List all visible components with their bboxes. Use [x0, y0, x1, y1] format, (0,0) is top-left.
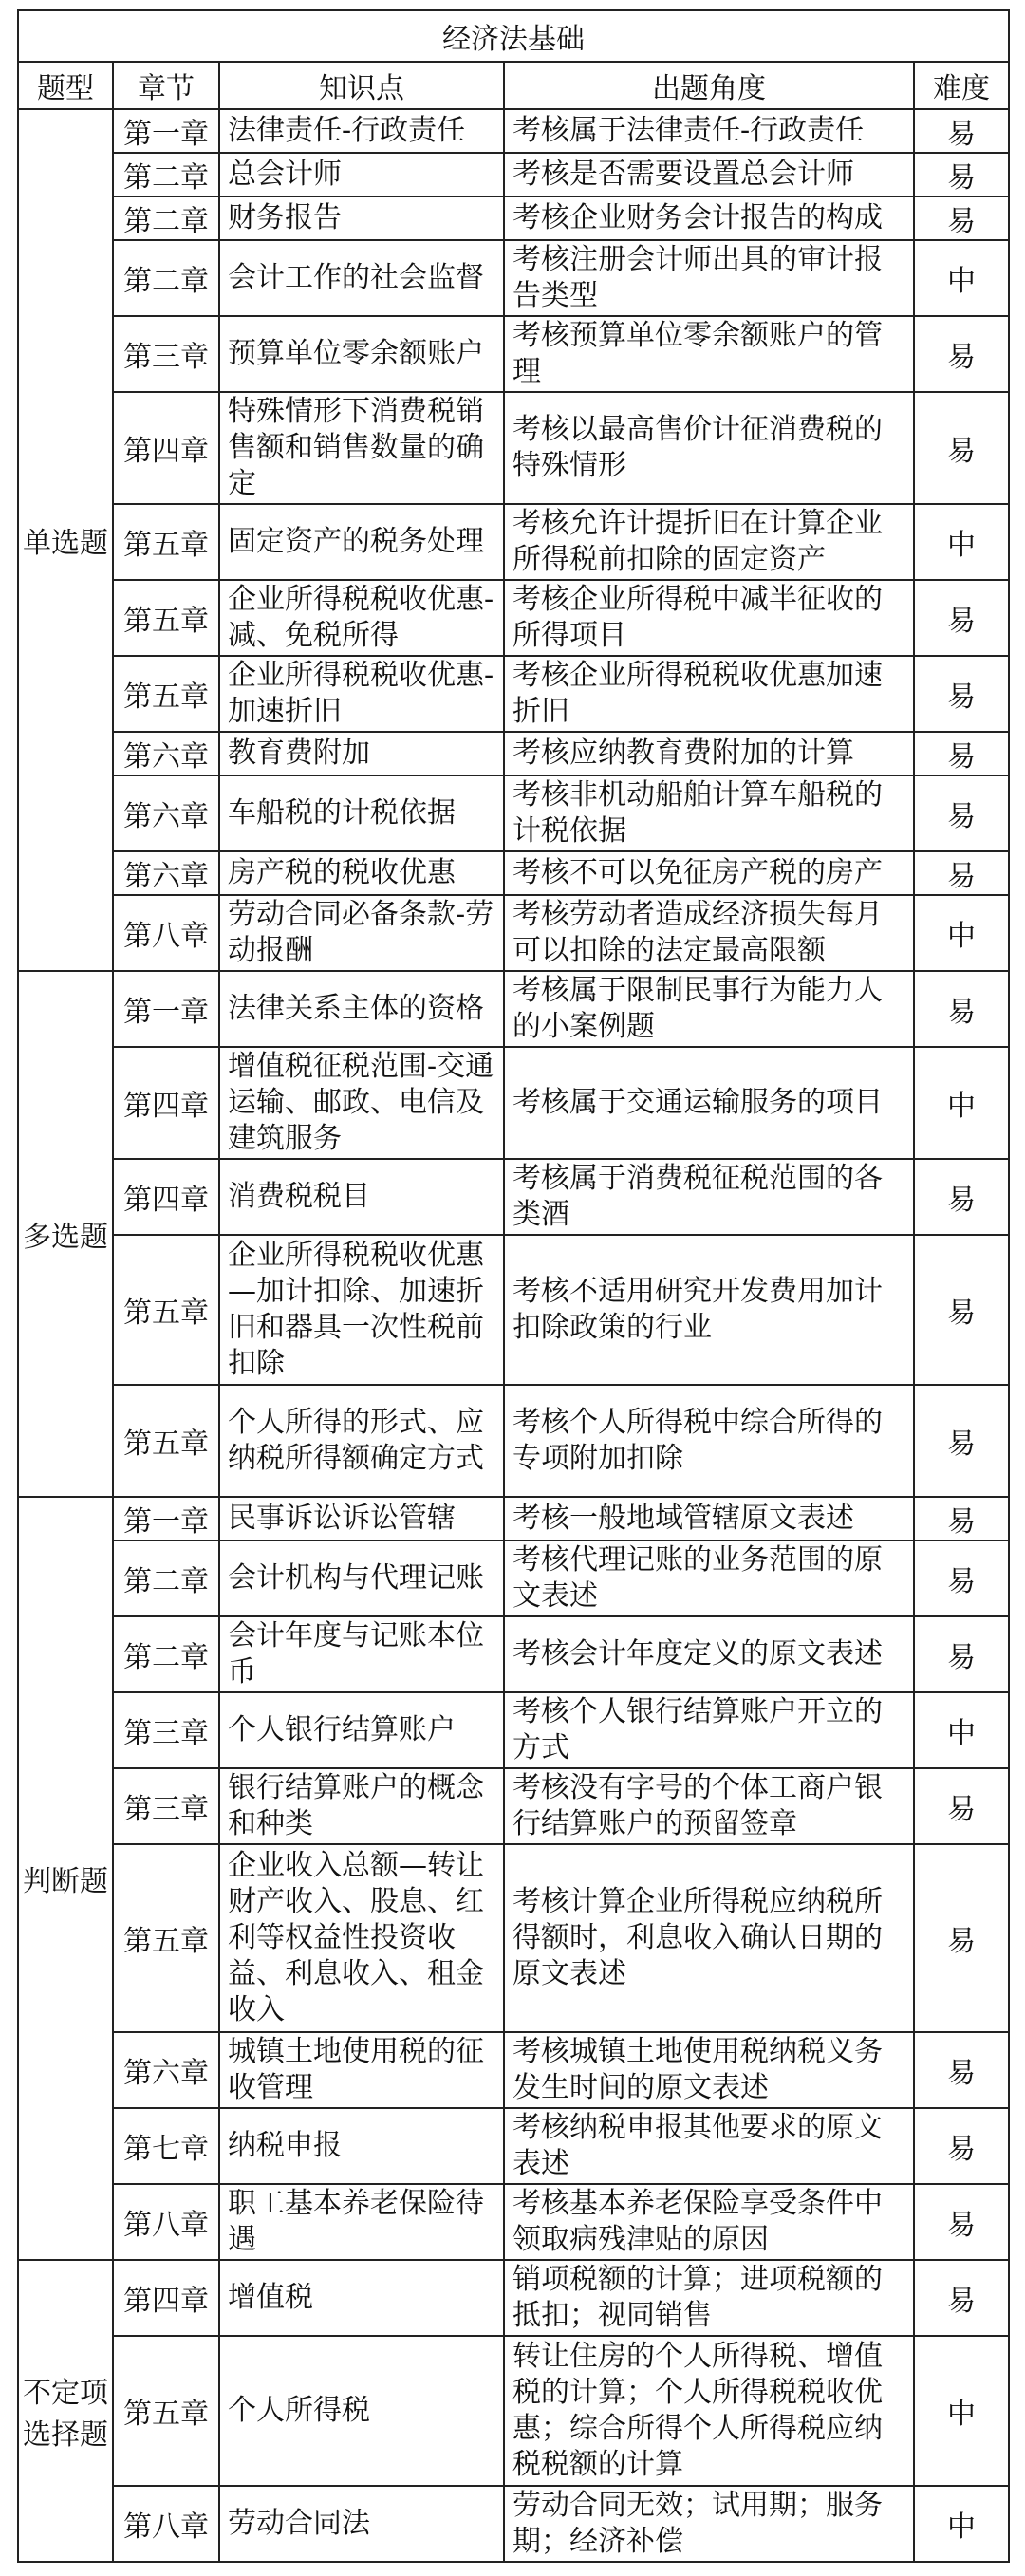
table-row: [18, 2260, 1009, 2336]
exam-table: [17, 9, 1010, 2563]
question-angle-cell: 考核应纳教育费附加的计算: [504, 732, 914, 775]
difficulty-cell: 易: [914, 1844, 1009, 2032]
chapter-cell: 第四章: [113, 392, 219, 504]
question-angle-cell: 考核允许计提折旧在计算企业所得税前扣除的固定资产: [504, 504, 914, 580]
question-angle-cell: 考核属于限制民事行为能力人的小案例题: [504, 971, 914, 1047]
knowledge-point-cell: 增值税征税范围-交通运输、邮政、电信及建筑服务: [219, 1047, 504, 1159]
table-row: [18, 196, 1009, 240]
knowledge-point-cell: 劳动合同法: [219, 2486, 504, 2562]
question-type-cell: 不定项选择题: [18, 2260, 113, 2562]
question-angle-cell: 考核企业财务会计报告的构成: [504, 196, 914, 240]
chapter-cell: 第六章: [113, 775, 219, 851]
chapter-cell: 第八章: [113, 895, 219, 971]
question-angle-cell: 考核会计年度定义的原文表述: [504, 1616, 914, 1692]
knowledge-point-cell: 增值税: [219, 2260, 504, 2336]
question-angle-cell: 考核城镇土地使用税纳税义务发生时间的原文表述: [504, 2032, 914, 2108]
knowledge-point-cell: 会计机构与代理记账: [219, 1540, 504, 1616]
question-angle-cell: 考核注册会计师出具的审计报告类型: [504, 240, 914, 316]
knowledge-point-cell: 教育费附加: [219, 732, 504, 775]
chapter-cell: 第二章: [113, 196, 219, 240]
knowledge-point-cell: 企业所得税税收优惠—加计扣除、加速折旧和器具一次性税前扣除: [219, 1235, 504, 1385]
difficulty-cell: 中: [914, 504, 1009, 580]
difficulty-cell: 中: [914, 1692, 1009, 1768]
header-difficulty: 难度: [914, 62, 1009, 109]
chapter-cell: 第六章: [113, 851, 219, 895]
question-angle-cell: 考核不可以免征房产税的房产: [504, 851, 914, 895]
difficulty-cell: 易: [914, 1235, 1009, 1385]
knowledge-point-cell: 劳动合同必备条款-劳动报酬: [219, 895, 504, 971]
chapter-cell: 第五章: [113, 2336, 219, 2486]
difficulty-cell: 易: [914, 580, 1009, 656]
question-angle-cell: 转让住房的个人所得税、增值税的计算；个人所得税税收优惠；综合所得个人所得税应纳税税额的计算: [504, 2336, 914, 2486]
question-angle-cell: 考核个人银行结算账户开立的方式: [504, 1692, 914, 1768]
knowledge-point-cell: 总会计师: [219, 153, 504, 196]
difficulty-cell: 中: [914, 895, 1009, 971]
table-row: [18, 240, 1009, 316]
knowledge-point-cell: 会计工作的社会监督: [219, 240, 504, 316]
knowledge-point-cell: 职工基本养老保险待遇: [219, 2184, 504, 2260]
table-row: [18, 1159, 1009, 1235]
table-row: [18, 1385, 1009, 1497]
chapter-cell: 第五章: [113, 580, 219, 656]
header-angle: 出题角度: [504, 62, 914, 109]
table-row: [18, 1047, 1009, 1159]
difficulty-cell: 中: [914, 1047, 1009, 1159]
chapter-cell: 第五章: [113, 656, 219, 732]
question-angle-cell: 考核属于交通运输服务的项目: [504, 1047, 914, 1159]
question-angle-cell: 考核没有字号的个体工商户银行结算账户的预留签章: [504, 1768, 914, 1844]
question-type-cell: 判断题: [18, 1497, 113, 2260]
table-row: [18, 316, 1009, 392]
question-angle-cell: 考核基本养老保险享受条件中领取病残津贴的原因: [504, 2184, 914, 2260]
knowledge-point-cell: 民事诉讼诉讼管辖: [219, 1497, 504, 1540]
knowledge-point-cell: 特殊情形下消费税销售额和销售数量的确定: [219, 392, 504, 504]
knowledge-point-cell: 车船税的计税依据: [219, 775, 504, 851]
chapter-cell: 第三章: [113, 1692, 219, 1768]
knowledge-point-cell: 固定资产的税务处理: [219, 504, 504, 580]
chapter-cell: 第六章: [113, 2032, 219, 2108]
difficulty-cell: 易: [914, 775, 1009, 851]
difficulty-cell: 易: [914, 971, 1009, 1047]
knowledge-point-cell: 消费税税目: [219, 1159, 504, 1235]
chapter-cell: 第四章: [113, 2260, 219, 2336]
table-row: [18, 109, 1009, 153]
question-angle-cell: 考核企业所得税中减半征收的所得项目: [504, 580, 914, 656]
table-body: [18, 109, 1009, 2562]
knowledge-point-cell: 银行结算账户的概念和种类: [219, 1768, 504, 1844]
difficulty-cell: 易: [914, 2260, 1009, 2336]
difficulty-cell: 中: [914, 2486, 1009, 2562]
table-row: [18, 1497, 1009, 1540]
difficulty-cell: 易: [914, 656, 1009, 732]
knowledge-point-cell: 个人所得的形式、应纳税所得额确定方式: [219, 1385, 504, 1497]
knowledge-point-cell: 企业所得税税收优惠-减、免税所得: [219, 580, 504, 656]
chapter-cell: 第五章: [113, 504, 219, 580]
knowledge-point-cell: 纳税申报: [219, 2108, 504, 2184]
question-angle-cell: 考核一般地域管辖原文表述: [504, 1497, 914, 1540]
question-angle-cell: 考核不适用研究开发费用加计扣除政策的行业: [504, 1235, 914, 1385]
chapter-cell: 第八章: [113, 2184, 219, 2260]
question-angle-cell: 销项税额的计算；进项税额的抵扣；视同销售: [504, 2260, 914, 2336]
chapter-cell: 第五章: [113, 1235, 219, 1385]
chapter-cell: 第六章: [113, 732, 219, 775]
chapter-cell: 第五章: [113, 1844, 219, 2032]
table-title: 经济法基础: [18, 10, 1009, 62]
chapter-cell: 第一章: [113, 971, 219, 1047]
chapter-cell: 第五章: [113, 1385, 219, 1497]
table-row: [18, 1235, 1009, 1385]
question-angle-cell: 考核企业所得税税收优惠加速折旧: [504, 656, 914, 732]
table-row: [18, 504, 1009, 580]
question-angle-cell: 考核属于法律责任-行政责任: [504, 109, 914, 153]
difficulty-cell: 易: [914, 1497, 1009, 1540]
question-angle-cell: 考核劳动者造成经济损失每月可以扣除的法定最高限额: [504, 895, 914, 971]
knowledge-point-cell: 企业收入总额—转让财产收入、股息、红利等权益性投资收益、利息收入、租金收入: [219, 1844, 504, 2032]
knowledge-point-cell: 预算单位零余额账户: [219, 316, 504, 392]
table-row: [18, 1692, 1009, 1768]
question-angle-cell: 考核以最高售价计征消费税的特殊情形: [504, 392, 914, 504]
question-angle-cell: 考核计算企业所得税应纳税所得额时，利息收入确认日期的原文表述: [504, 1844, 914, 2032]
knowledge-point-cell: 企业所得税税收优惠-加速折旧: [219, 656, 504, 732]
table-row: [18, 895, 1009, 971]
table-row: [18, 580, 1009, 656]
chapter-cell: 第四章: [113, 1047, 219, 1159]
knowledge-point-cell: 个人所得税: [219, 2336, 504, 2486]
table-row: [18, 1616, 1009, 1692]
header-knowledge: 知识点: [219, 62, 504, 109]
header-type: 题型: [18, 62, 113, 109]
difficulty-cell: 易: [914, 153, 1009, 196]
difficulty-cell: 易: [914, 732, 1009, 775]
difficulty-cell: 易: [914, 316, 1009, 392]
difficulty-cell: 易: [914, 109, 1009, 153]
difficulty-cell: 易: [914, 392, 1009, 504]
chapter-cell: 第二章: [113, 1540, 219, 1616]
knowledge-point-cell: 房产税的税收优惠: [219, 851, 504, 895]
table-row: [18, 2184, 1009, 2260]
difficulty-cell: 易: [914, 1159, 1009, 1235]
table-row: [18, 1768, 1009, 1844]
chapter-cell: 第七章: [113, 2108, 219, 2184]
difficulty-cell: 易: [914, 196, 1009, 240]
table-row: [18, 1844, 1009, 2032]
difficulty-cell: 易: [914, 851, 1009, 895]
difficulty-cell: 易: [914, 1616, 1009, 1692]
question-angle-cell: 考核非机动船舶计算车船税的计税依据: [504, 775, 914, 851]
difficulty-cell: 易: [914, 2108, 1009, 2184]
question-angle-cell: 考核预算单位零余额账户的管理: [504, 316, 914, 392]
knowledge-point-cell: 个人银行结算账户: [219, 1692, 504, 1768]
difficulty-cell: 易: [914, 2184, 1009, 2260]
chapter-cell: 第四章: [113, 1159, 219, 1235]
difficulty-cell: 中: [914, 2336, 1009, 2486]
knowledge-point-cell: 财务报告: [219, 196, 504, 240]
knowledge-point-cell: 法律关系主体的资格: [219, 971, 504, 1047]
difficulty-cell: 中: [914, 240, 1009, 316]
question-angle-cell: 考核是否需要设置总会计师: [504, 153, 914, 196]
header-chapter: 章节: [113, 62, 219, 109]
chapter-cell: 第八章: [113, 2486, 219, 2562]
table-row: [18, 775, 1009, 851]
table-row: [18, 1540, 1009, 1616]
question-type-cell: 单选题: [18, 109, 113, 971]
chapter-cell: 第二章: [113, 240, 219, 316]
table-row: [18, 2108, 1009, 2184]
table-row: [18, 2336, 1009, 2486]
difficulty-cell: 易: [914, 1540, 1009, 1616]
table-row: [18, 971, 1009, 1047]
question-angle-cell: 考核个人所得税中综合所得的专项附加扣除: [504, 1385, 914, 1497]
chapter-cell: 第一章: [113, 1497, 219, 1540]
knowledge-point-cell: 城镇土地使用税的征收管理: [219, 2032, 504, 2108]
table-row: [18, 392, 1009, 504]
table-row: [18, 2486, 1009, 2562]
table-row: [18, 656, 1009, 732]
table-row: [18, 153, 1009, 196]
table-row: [18, 2032, 1009, 2108]
difficulty-cell: 易: [914, 2032, 1009, 2108]
knowledge-point-cell: 法律责任-行政责任: [219, 109, 504, 153]
chapter-cell: 第三章: [113, 1768, 219, 1844]
chapter-cell: 第二章: [113, 153, 219, 196]
question-type-cell: 多选题: [18, 971, 113, 1497]
question-angle-cell: 考核代理记账的业务范围的原文表述: [504, 1540, 914, 1616]
table-row: [18, 851, 1009, 895]
question-angle-cell: 考核纳税申报其他要求的原文表述: [504, 2108, 914, 2184]
chapter-cell: 第二章: [113, 1616, 219, 1692]
difficulty-cell: 易: [914, 1768, 1009, 1844]
question-angle-cell: 考核属于消费税征税范围的各类酒: [504, 1159, 914, 1235]
difficulty-cell: 易: [914, 1385, 1009, 1497]
table-row: [18, 732, 1009, 775]
knowledge-point-cell: 会计年度与记账本位币: [219, 1616, 504, 1692]
question-angle-cell: 劳动合同无效；试用期；服务期；经济补偿: [504, 2486, 914, 2562]
chapter-cell: 第一章: [113, 109, 219, 153]
chapter-cell: 第三章: [113, 316, 219, 392]
